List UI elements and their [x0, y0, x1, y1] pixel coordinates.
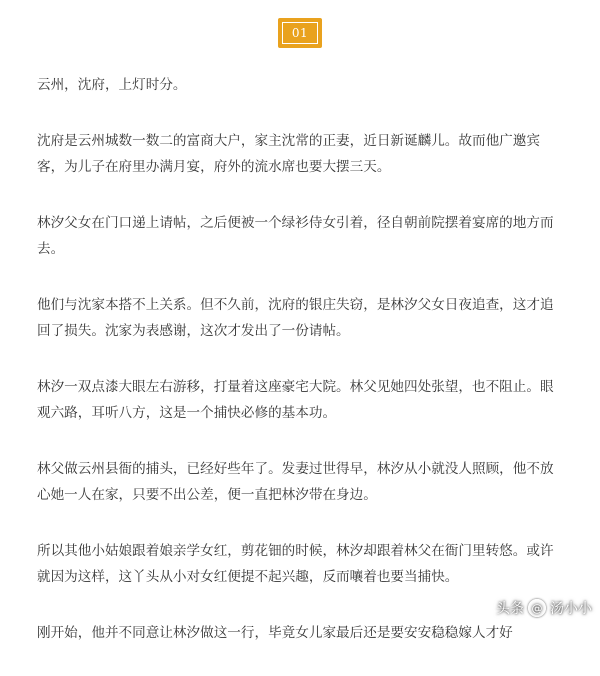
paragraph-2: 沈府是云州城数一数二的富商大户，家主沈常的正妻，近日新诞麟儿。故而他广邀宾客，为儿子在府里办满月宴，府外的流水席也要大摆三天。 [37, 133, 540, 175]
section-number-badge [278, 18, 322, 48]
watermark [496, 598, 592, 618]
paragraph-3: 林汐父女在门口递上请帖，之后便被一个绿衫侍女引着，径自朝前院摆着宴席的地方而去。 [37, 215, 554, 257]
paragraph-7: 所以其他小姑娘跟着娘亲学女红，剪花钿的时候，林汐却跟着林父在衙门里转悠。或许就因为这样，这丫头从小对女红便提不起兴趣，反而嚷着也要当捕快。 [37, 543, 554, 585]
paragraph-5: 林汐一双点漆大眼左右游移，打量着这座豪宅大院。林父见她四处张望，也不阻止。眼观六路，耳听八方，这是一个捕快必修的基本功。 [37, 379, 554, 421]
section-number: 01 [282, 22, 318, 44]
watermark-site: 头条 [496, 601, 524, 617]
section-badge-container [0, 18, 600, 48]
watermark-author: 汤小小 [550, 601, 592, 617]
at-icon: @ [528, 599, 546, 617]
paragraph-8: 刚开始，他并不同意让林汐做这一行，毕竟女儿家最后还是要安安稳稳嫁人才好 [37, 625, 513, 641]
paragraph-1: 云州，沈府，上灯时分。 [37, 77, 187, 93]
article-body [37, 72, 567, 676]
paragraph-4: 他们与沈家本搭不上关系。但不久前，沈府的银庄失窃，是林汐父女日夜追查，这才追回了损失。沈家为表感谢，这次才发出了一份请帖。 [37, 297, 554, 339]
paragraph-6: 林父做云州县衙的捕头，已经好些年了。发妻过世得早，林汐从小就没人照顾，他不放心她一人在家，只要不出公差，便一直把林汐带在身边。 [37, 461, 554, 503]
